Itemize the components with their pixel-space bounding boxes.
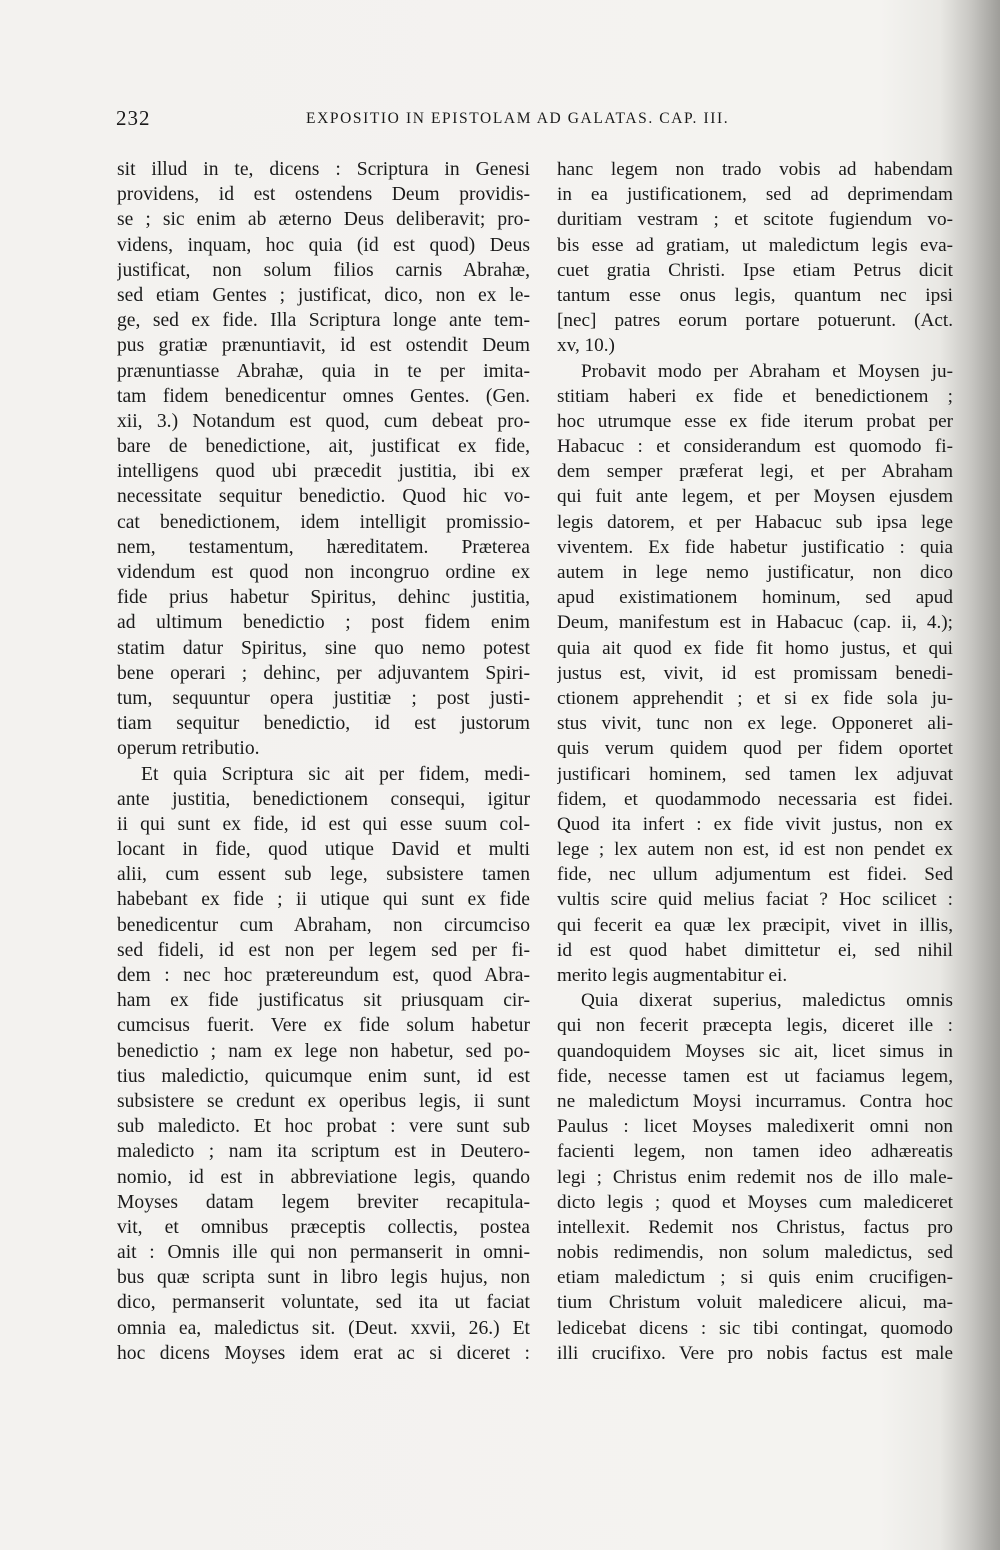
text-line: quandoquidem Moyses sic ait, licet simus in bbox=[557, 1040, 953, 1062]
text-line: hanc legem non trado vobis ad habendam bbox=[557, 159, 953, 180]
text-line: nobis redimendis, non solum maledictus, sed bbox=[557, 1242, 953, 1264]
text-line: omnia ea, maledictus sit. (Deut. xxvii, 26.) Et bbox=[117, 1317, 530, 1339]
text-line: sit illud in te, dicens : Scriptura in Genesi bbox=[117, 159, 530, 180]
text-line: ham ex fide justificatus sit priusquam cir- bbox=[117, 990, 530, 1012]
text-line: cat benedictionem, idem intelligit promissio- bbox=[117, 511, 530, 533]
running-head: EXPOSITIO IN EPISTOLAM AD GALATAS. CAP. III. bbox=[306, 110, 730, 127]
text-line: locant in fide, quod utique David et multi bbox=[117, 839, 530, 861]
text-line: benedicentur cum Abraham, non circumciso bbox=[117, 914, 530, 936]
text-line: apud existimationem hominum, sed apud bbox=[557, 587, 953, 609]
text-line: dem : nec hoc prætereundum est, quod Abra- bbox=[117, 965, 530, 986]
text-line: justificari hominem, sed tamen lex adjuvat bbox=[557, 763, 953, 785]
text-line: videns, inquam, hoc quia (id est quod) Deus bbox=[117, 234, 530, 256]
text-line: intellexit. Redemit nos Christus, factus pro bbox=[557, 1216, 953, 1238]
text-line: ante justitia, benedictionem consequi, igitur bbox=[117, 788, 530, 810]
text-line: quia ait quod ex fide fit homo justus, et qui bbox=[557, 637, 953, 659]
text-line: viventem. Ex fide habetur justificatio : quia bbox=[557, 536, 953, 558]
text-line: nem, testamentum, hæreditatem. Præterea bbox=[117, 536, 530, 558]
text-line: ne maledictum Moysi incurramus. Contra hoc bbox=[557, 1090, 953, 1112]
text-line: pus gratiæ prænuntiavit, id est ostendit Deum bbox=[117, 335, 530, 357]
text-line: vit, et omnibus præceptis collectis, postea bbox=[117, 1216, 530, 1238]
page-header bbox=[116, 106, 796, 136]
text-line: Moyses datam legem breviter recapitula- bbox=[117, 1191, 530, 1213]
text-line: tius maledictio, quicumque enim sunt, id est bbox=[117, 1065, 530, 1087]
text-line: xii, 3.) Notandum est quod, cum debeat pro- bbox=[117, 410, 530, 432]
text-line: Quod ita infert : ex fide vivit justus, non ex bbox=[557, 813, 953, 835]
text-line: sed etiam Gentes ; justificat, dico, non ex le- bbox=[117, 284, 530, 306]
text-line: prænuntiasse Abrahæ, quia in te per imita- bbox=[117, 360, 530, 382]
text-line: autem in lege nemo justificatur, non dico bbox=[557, 562, 953, 583]
text-line: cumcisus fuerit. Vere ex fide solum habetur bbox=[117, 1015, 530, 1037]
text-line: stitiam haberi ex fide et benedictionem ; bbox=[557, 385, 953, 407]
left-text-column bbox=[117, 157, 530, 1366]
text-line: vultis scire quid melius faciat ? Hoc scilicet : bbox=[557, 889, 953, 911]
text-line: se ; sic enim ab æterno Deus deliberavit; pro- bbox=[117, 209, 530, 231]
text-line: merito legis augmentabitur ei. bbox=[557, 965, 788, 986]
text-line: legi ; Christus enim redemit nos de illo male- bbox=[557, 1166, 953, 1188]
text-line: ctionem apprehendit ; et si ex fide sola ju- bbox=[557, 687, 953, 709]
text-line: habebant ex fide ; ii utique qui sunt ex fide bbox=[117, 889, 530, 911]
text-line: ad ultimum benedictio ; post fidem enim bbox=[117, 612, 530, 634]
text-line: statim datur Spiritus, sine quo nemo potest bbox=[117, 637, 530, 659]
text-line: bene operari ; dehinc, per adjuvantem Spiri- bbox=[117, 662, 530, 684]
text-line: qui fuit ante legem, et per Moysen ejusdem bbox=[557, 486, 953, 508]
right-text-column bbox=[557, 157, 953, 1366]
text-line: Paulus : licet Moyses maledixerit omni non bbox=[557, 1116, 953, 1138]
text-line: in ea justificationem, sed ad deprimendam bbox=[557, 184, 953, 206]
text-line: ledicebat dicens : sic tibi contingat, quomodo bbox=[557, 1317, 953, 1339]
text-line: legis datorem, et per Habacuc sub ipsa lege bbox=[557, 511, 953, 533]
text-line: illi crucifixo. Vere pro nobis factus est male bbox=[557, 1342, 953, 1364]
text-line: dicto legis ; quod et Moyses cum malediceret bbox=[557, 1191, 953, 1213]
text-line: nomio, id est in abbreviatione legis, quando bbox=[117, 1166, 530, 1188]
text-line: Habacuc : et considerandum est quomodo fi- bbox=[557, 436, 953, 458]
text-line: sed fideli, id est non per legem sed per fi- bbox=[117, 939, 530, 961]
text-line: intelligens quod ubi præcedit justitia, ibi ex bbox=[117, 461, 530, 483]
text-line: duritiam vestram ; et scitote fugiendum vo- bbox=[557, 209, 953, 231]
text-line: qui non fecerit præcepta legis, diceret ille : bbox=[557, 1015, 953, 1037]
text-line: Deum, manifestum est in Habacuc (cap. ii, 4.); bbox=[557, 612, 953, 634]
text-line: dem semper præferat legi, et per Abraham bbox=[557, 461, 953, 483]
text-line: necessitate sequitur benedictio. Quod hic vo- bbox=[117, 486, 530, 508]
text-line: tantum esse onus legis, quantum nec ipsi bbox=[557, 284, 953, 306]
text-line: ii qui sunt ex fide, id est qui esse suum col- bbox=[117, 813, 530, 835]
text-line: providens, id est ostendens Deum providis- bbox=[117, 184, 530, 206]
text-line: bis esse ad gratiam, ut maledictum legis eva- bbox=[557, 234, 953, 256]
text-line: Et quia Scriptura sic ait per fidem, medi- bbox=[141, 763, 530, 785]
text-line: lege ; lex autem non est, id est non pendet ex bbox=[557, 839, 953, 861]
text-line: fide prius habetur Spiritus, dehinc justitia, bbox=[117, 587, 530, 609]
text-line: [nec] patres eorum portare potuerunt. (Act. bbox=[557, 310, 953, 332]
page-number: 232 bbox=[116, 106, 151, 130]
text-line: ge, sed ex fide. Illa Scriptura longe ante tem- bbox=[117, 310, 530, 332]
text-line: benedictio ; nam ex lege non habetur, sed po- bbox=[117, 1040, 530, 1062]
text-line: tiam sequitur benedictio, id est justorum bbox=[117, 713, 530, 735]
text-line: dico, permanserit voluntate, sed ita ut faciat bbox=[117, 1292, 530, 1314]
text-line: xv, 10.) bbox=[557, 335, 615, 357]
text-line: qui fecerit ea quæ lex præcipit, vivet in illis, bbox=[557, 914, 953, 936]
text-line: tam fidem benedicentur omnes Gentes. (Gen. bbox=[117, 385, 530, 407]
text-line: etiam maledictum ; si quis enim crucifigen- bbox=[557, 1267, 953, 1289]
text-line: fide, nec ullum adjumentum est fidei. Sed bbox=[557, 864, 953, 886]
text-line: Quia dixerat superius, maledictus omnis bbox=[581, 990, 953, 1012]
text-line: videndum est quod non incongruo ordine ex bbox=[117, 562, 530, 583]
text-line: justificat, non solum filios carnis Abrahæ, bbox=[117, 259, 530, 281]
text-line: id est quod habet dimittetur ei, sed nihil bbox=[557, 939, 953, 961]
text-line: quis verum quidem quod per fidem oportet bbox=[557, 738, 953, 760]
text-line: fide, necesse tamen est ut faciamus legem, bbox=[557, 1065, 953, 1087]
text-line: justus est, vivit, id est promissam benedi- bbox=[557, 662, 953, 684]
text-line: cuet gratia Christi. Ipse etiam Petrus dicit bbox=[557, 259, 953, 281]
text-line: ait : Omnis ille qui non permanserit in omni- bbox=[117, 1242, 530, 1264]
text-line: facienti legem, non tamen ideo adhæreatis bbox=[557, 1141, 953, 1163]
text-line: Probavit modo per Abraham et Moysen ju- bbox=[581, 360, 953, 382]
text-line: hoc utrumque esse ex fide iterum probat per bbox=[557, 410, 953, 432]
text-line: bare de benedictione, ait, justificat ex fide, bbox=[117, 436, 530, 458]
text-line: tium Christum voluit maledicere alicui, ma- bbox=[557, 1292, 953, 1314]
text-line: bus quæ scripta sunt in libro legis hujus, non bbox=[117, 1267, 530, 1289]
text-line: alii, cum essent sub lege, subsistere tamen bbox=[117, 864, 530, 886]
text-line: hoc dicens Moyses idem erat ac si diceret : bbox=[117, 1342, 530, 1364]
text-line: operum retributio. bbox=[117, 738, 260, 760]
text-line: sub maledicto. Et hoc probat : vere sunt sub bbox=[117, 1116, 530, 1138]
text-line: tum, sequuntur opera justitiæ ; post justi- bbox=[117, 687, 530, 709]
text-line: fidem, et quodammodo necessaria est fidei. bbox=[557, 788, 953, 810]
text-line: maledicto ; nam ita scriptum est in Deutero- bbox=[117, 1141, 530, 1163]
text-line: subsistere se credunt ex operibus legis, ii sunt bbox=[117, 1090, 530, 1112]
text-line: stus vivit, tunc non ex lege. Opponeret ali- bbox=[557, 713, 953, 735]
